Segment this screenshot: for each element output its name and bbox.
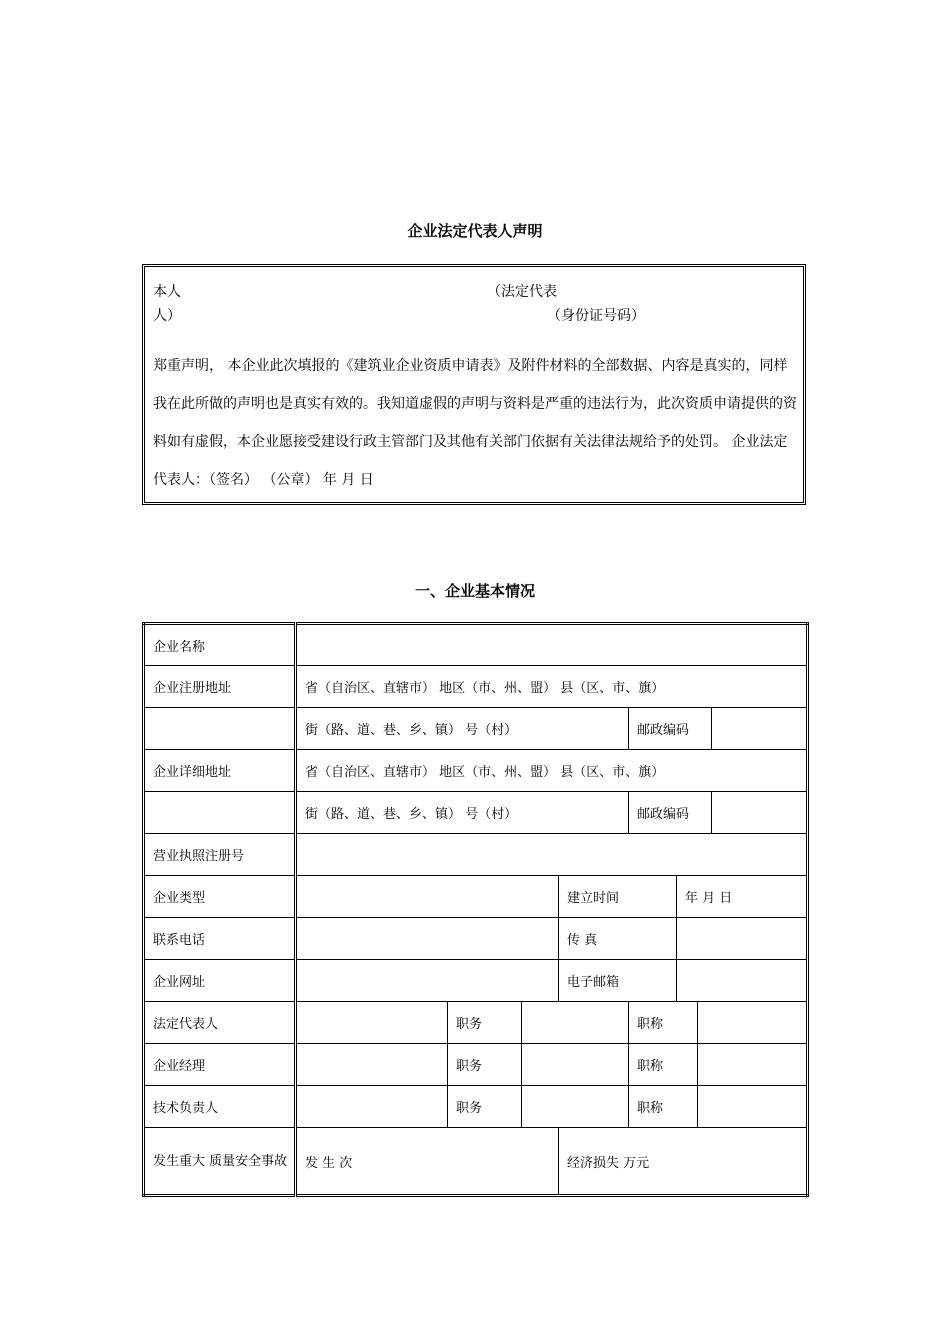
legal-rep-position-field[interactable] (522, 1002, 629, 1044)
legal-rep-title-field[interactable] (698, 1002, 808, 1044)
manager-position-field[interactable] (522, 1044, 629, 1086)
phone-label: 联系电话 (144, 918, 296, 960)
company-type-field[interactable] (296, 876, 559, 918)
manager-position-label: 职务 (448, 1044, 522, 1086)
reg-address-street[interactable]: 街（路、道、巷、乡、镇） 号（村） (296, 708, 629, 750)
website-field[interactable] (296, 960, 559, 1002)
manager-title-label: 职称 (629, 1044, 698, 1086)
decl-ben-ren: 本人 (153, 284, 181, 300)
fax-field[interactable] (677, 918, 808, 960)
reg-address-province[interactable]: 省（自治区、直辖市） 地区（市、州、盟） 县（区、市、旗） (296, 666, 808, 708)
tech-lead-position-label: 职务 (448, 1086, 522, 1128)
manager-field[interactable] (296, 1044, 448, 1086)
reg-address-label: 企业注册地址 (144, 666, 296, 708)
decl-ren: 人） (153, 308, 181, 324)
website-label: 企业网址 (144, 960, 296, 1002)
established-label: 建立时间 (559, 876, 677, 918)
legal-rep-label: 法定代表人 (144, 1002, 296, 1044)
license-no-label: 营业执照注册号 (144, 834, 296, 876)
company-name-field[interactable] (296, 624, 808, 666)
section1-title: 一、企业基本情况 (414, 582, 535, 600)
declaration-title: 企业法定代表人声明 (407, 222, 543, 240)
decl-legal-rep: （法定代表 (487, 284, 557, 300)
detail-postal-code-label: 邮政编码 (629, 792, 712, 834)
legal-rep-position-label: 职务 (448, 1002, 522, 1044)
detail-address-label: 企业详细地址 (144, 750, 296, 792)
manager-title-field[interactable] (698, 1044, 808, 1086)
company-name-label: 企业名称 (144, 624, 296, 666)
legal-rep-field[interactable] (296, 1002, 448, 1044)
detail-address-blank (144, 792, 296, 834)
declaration-box (142, 264, 806, 505)
company-type-label: 企业类型 (144, 876, 296, 918)
tech-lead-label: 技术负责人 (144, 1086, 296, 1128)
company-info-table (142, 622, 809, 1197)
detail-address-street[interactable]: 街（路、道、巷、乡、镇） 号（村） (296, 792, 629, 834)
economic-loss-field[interactable]: 经济损失 万元 (559, 1128, 808, 1196)
fax-label: 传 真 (559, 918, 677, 960)
reg-address-blank (144, 708, 296, 750)
legal-rep-title-label: 职称 (629, 1002, 698, 1044)
reg-postal-code-field[interactable] (712, 708, 808, 750)
accident-label: 发生重大 质量安全事故 (144, 1128, 296, 1196)
tech-lead-position-field[interactable] (522, 1086, 629, 1128)
tech-lead-field[interactable] (296, 1086, 448, 1128)
detail-address-province[interactable]: 省（自治区、直辖市） 地区（市、州、盟） 县（区、市、旗） (296, 750, 808, 792)
detail-postal-code-field[interactable] (712, 792, 808, 834)
tech-lead-title-label: 职称 (629, 1086, 698, 1128)
license-no-field[interactable] (296, 834, 808, 876)
email-label: 电子邮箱 (559, 960, 677, 1002)
established-date-field[interactable]: 年 月 日 (677, 876, 808, 918)
decl-id-number: （身份证号码） (547, 308, 645, 324)
email-field[interactable] (677, 960, 808, 1002)
phone-field[interactable] (296, 918, 559, 960)
declaration-body: 郑重声明， 本企业此次填报的《建筑业企业资质申请表》及附件材料的全部数据、内容是真实的，同样我在此所做的声明也是真实有效的。我知道虚假的声明与资料是严重的违法行为，此次资质申请提供的资料如有虚假，本企业愿接受建设行政主管部门及其他有关部门依据有关法律法规给予的处罚。 企业法定代表人：（签名） （公章） 年 月 日 (153, 358, 797, 488)
tech-lead-title-field[interactable] (698, 1086, 808, 1128)
reg-postal-code-label: 邮政编码 (629, 708, 712, 750)
accident-occurrence-field[interactable]: 发 生 次 (296, 1128, 559, 1196)
manager-label: 企业经理 (144, 1044, 296, 1086)
